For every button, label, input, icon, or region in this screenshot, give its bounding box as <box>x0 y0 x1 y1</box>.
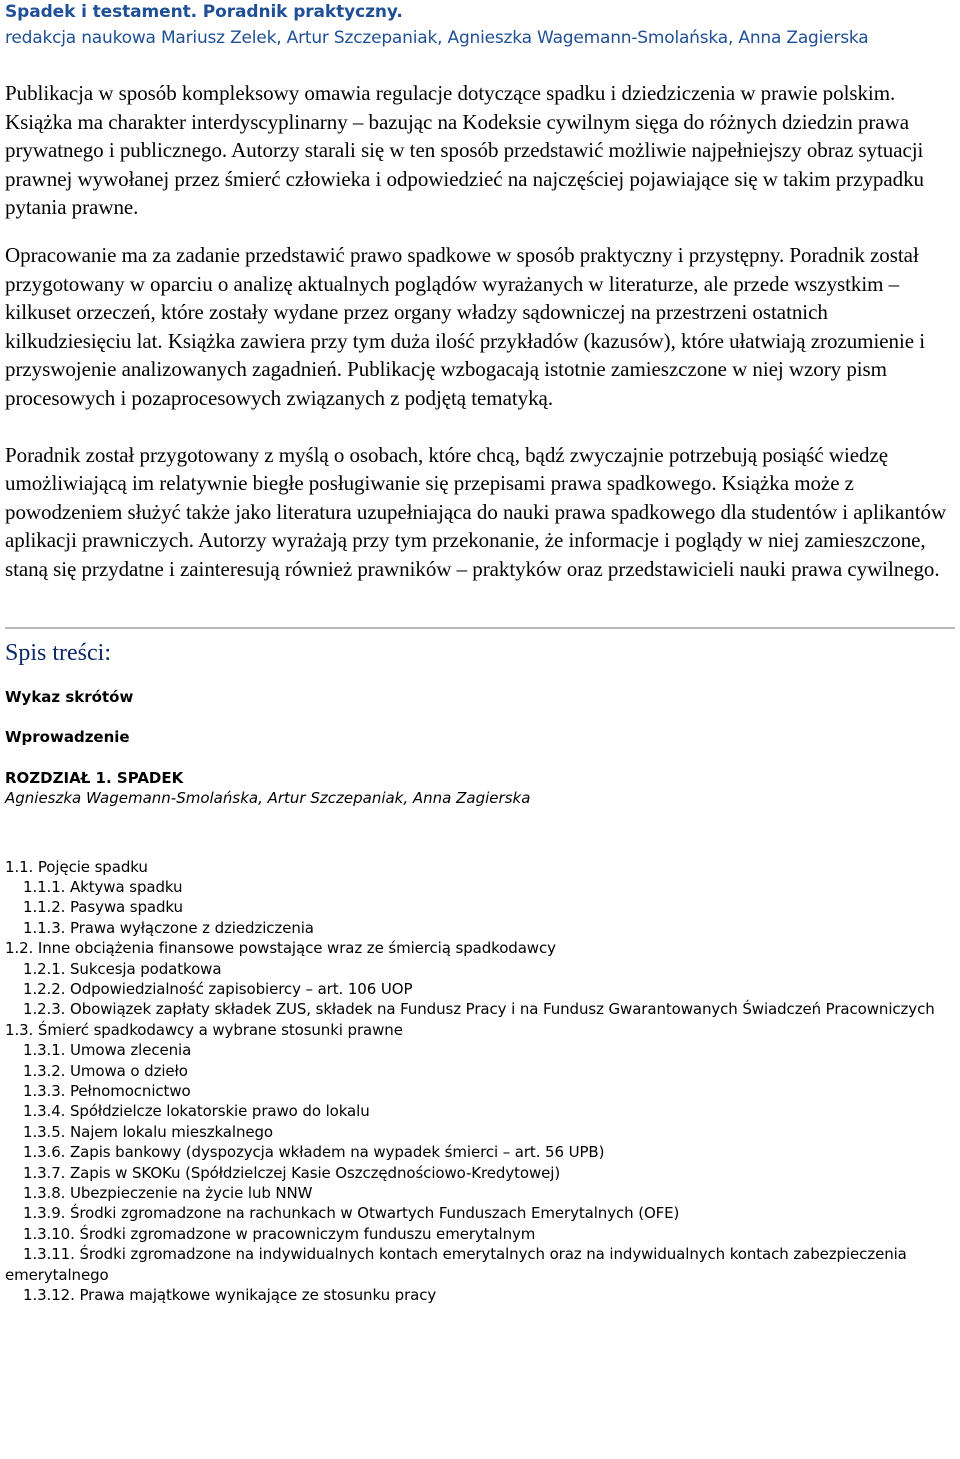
toc-item-1-2: 1.2. Inne obciążenia finansowe powstające wraz ze śmiercią spadkodawcy <box>5 939 556 958</box>
toc-abbreviations: Wykaz skrótów <box>5 687 134 706</box>
description-paragraph-3: Poradnik został przygotowany z myślą o osobach, które chcą, bądź zwyczajnie potrzebują posiąść wiedzę umożliwiającą im relatywnie biegłe posługiwanie się przepisami prawa spadkowego. Książka może z powodzeniem służyć także jako literatura uzupełniająca do nauki prawa spadkowego dla studentów i aplikantów aplikacji prawniczych. Autorzy wyrażają przy tym przekonanie, że informacje i poglądy w niej zamieszczone, staną się przydatne i zainteresują również prawników – praktyków oraz przedstawicieli nauki prawa cywilnego. <box>5 442 947 581</box>
toc-item-1-3-4: 1.3.4. Spółdzielcze lokatorskie prawo do lokalu <box>23 1102 370 1121</box>
document-page <box>5 0 955 1305</box>
toc-list <box>5 857 955 1306</box>
toc-item-1-3-11: 1.3.11. Środki zgromadzone na indywidualnych kontach emerytalnych oraz na indywidualnych kontach zabezpieczenia emerytalnego <box>5 1245 907 1284</box>
toc-heading: Spis treści: <box>5 639 111 666</box>
book-title: Spadek i testament. Poradnik praktyczny. <box>5 2 403 22</box>
description-paragraph-1: Publikacja w sposób kompleksowy omawia regulacje dotyczące spadku i dziedziczenia w prawie polskim. Książka ma charakter interdyscyplinarny – bazując na Kodeksie cywilnym sięga do różnych dziedzin prawa prywatnego i publicznego. Autorzy starali się w ten sposób przedstawić możliwie najpełniejszy obraz sytuacji prawnej wywołanej przez śmierć człowieka i odpowiedzieć na najczęściej pojawiające się w takim przypadku pytania prawne. <box>5 81 924 220</box>
toc-item-1-3-1: 1.3.1. Umowa zlecenia <box>23 1041 192 1060</box>
toc-item-1-2-2: 1.2.2. Odpowiedzialność zapisobiercy – art. 106 UOP <box>23 979 413 998</box>
toc-item-1-3-7: 1.3.7. Zapis w SKOKu (Spółdzielczej Kasie Oszczędnościowo-Kredytowej) <box>23 1163 561 1182</box>
book-editors: redakcja naukowa Mariusz Zelek, Artur Szczepaniak, Agnieszka Wagemann-Smolańska, Anna Zagierska <box>5 28 869 48</box>
toc-chapter-authors: Agnieszka Wagemann-Smolańska, Artur Szczepaniak, Anna Zagierska <box>5 788 531 807</box>
toc-item-1-1-1: 1.1.1. Aktywa spadku <box>23 877 183 896</box>
toc-item-1-3-10: 1.3.10. Środki zgromadzone w pracowniczym funduszu emerytalnym <box>23 1224 536 1243</box>
toc-item-1-3-8: 1.3.8. Ubezpieczenie na życie lub NNW <box>23 1184 313 1202</box>
toc-item-1-1-3: 1.1.3. Prawa wyłączone z dziedziczenia <box>23 918 314 937</box>
toc-item-1-2-3: 1.2.3. Obowiązek zapłaty składek ZUS, składek na Fundusz Pracy i na Fundusz Gwarantowanych Świadczeń Pracowniczych <box>23 1000 935 1019</box>
toc-item-1-1: 1.1. Pojęcie spadku <box>5 857 148 876</box>
description-paragraph-2: Opracowanie ma za zadanie przedstawić prawo spadkowe w sposób praktyczny i przystępny. Poradnik został przygotowany w oparciu o analizę aktualnych poglądów wyrażanych w literaturze, ale przede wszystkim – kilkuset orzeczeń, które zostały wydane przez organy władzy sądowniczej na przestrzeni ostatnich kilkudziesięciu lat. Książka zawiera przy tym duża ilość przykładów (kazusów), które ułatwiają zrozumienie i przyswojenie analizowanych zagadnień. Publikację wzbogacają istotnie zamieszczone w niej wzory pism procesowych i pozaprocesowych związanych z podjętą tematyką. <box>5 242 925 410</box>
toc-item-1-2-1: 1.2.1. Sukcesja podatkowa <box>23 959 222 978</box>
toc-item-1-3-3: 1.3.3. Pełnomocnictwo <box>23 1081 191 1100</box>
toc-item-1-3-5: 1.3.5. Najem lokalu mieszkalnego <box>23 1122 274 1141</box>
toc-item-1-3-9: 1.3.9. Środki zgromadzone na rachunkach w Otwartych Funduszach Emerytalnych (OFE) <box>23 1204 680 1223</box>
toc-introduction: Wprowadzenie <box>5 727 130 746</box>
toc-item-1-3: 1.3. Śmierć spadkodawcy a wybrane stosunki prawne <box>5 1020 403 1039</box>
toc-item-1-1-2: 1.1.2. Pasywa spadku <box>23 898 183 917</box>
toc-item-1-3-12: 1.3.12. Prawa majątkowe wynikające ze stosunku pracy <box>23 1286 437 1305</box>
toc-item-1-3-6: 1.3.6. Zapis bankowy (dyspozycja wkładem na wypadek śmierci – art. 56 UPB) <box>23 1143 605 1162</box>
toc-item-1-3-2: 1.3.2. Umowa o dzieło <box>23 1061 188 1080</box>
section-divider <box>5 627 955 629</box>
toc-chapter-title: ROZDZIAŁ 1. SPADEK <box>5 768 184 787</box>
